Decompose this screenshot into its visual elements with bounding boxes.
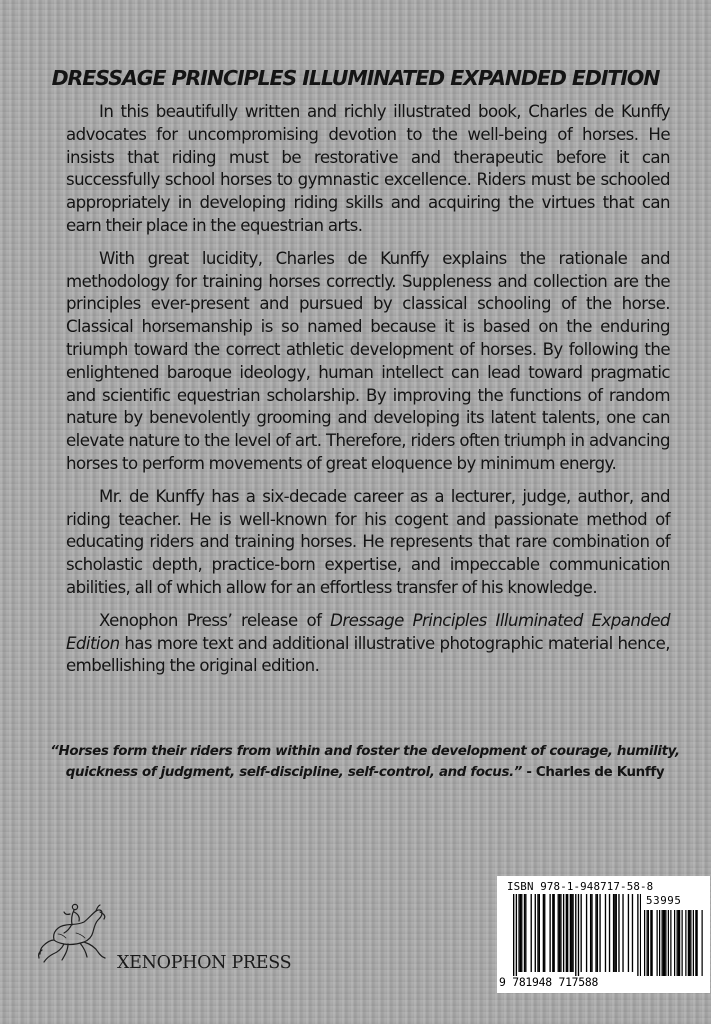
barcode-bar: [572, 894, 573, 972]
price-barcode-bar: [657, 910, 658, 976]
price-barcode-bar: [685, 910, 686, 976]
price-barcode-bar: [648, 910, 649, 976]
barcode-bar: [559, 894, 560, 972]
barcode-bar: [616, 894, 617, 972]
barcode-bar: [640, 894, 641, 976]
barcode-bar: [520, 894, 521, 972]
isbn-text: ISBN 978-1-948717-58-8: [507, 880, 654, 893]
price-barcode-bar: [695, 910, 696, 976]
barcode-bar: [599, 894, 600, 972]
price-barcode-bar: [688, 910, 689, 976]
price-barcode-bar: [652, 910, 653, 976]
price-barcode-bar: [665, 910, 666, 976]
barcode-bar: [570, 894, 571, 972]
price-barcode-bar: [682, 910, 683, 976]
price-barcode-bar: [670, 910, 671, 976]
barcode-bar: [531, 894, 532, 972]
price-barcode-bars: [642, 910, 704, 976]
barcode-bar: [609, 894, 610, 972]
price-barcode-bar: [689, 910, 690, 976]
barcode-bar: [595, 894, 596, 972]
paragraph-rest: has more text and additional illustrative photographic material hence, embellishing the original edition.: [66, 633, 670, 676]
barcode-bar: [563, 894, 564, 972]
price-barcode-bar: [690, 910, 691, 976]
barcode-bar: [558, 894, 559, 972]
book-title: DRESSAGE PRINCIPLES ILLUMINATED EXPANDED EDITION: [51, 66, 660, 90]
blurb-paragraph-1: In this beautifully written and richly illustrated book, Charles de Kunffy advocates for uncompromising devotion to the well-being of horses. He insists that riding must be restorative and therapeutic before it can successfully school horses to gymnastic excellence. Riders must be schooled appropriately in developing riding skills and acquiring the virtues that can earn their place in the equestrian arts.: [66, 102, 670, 235]
isbn-barcode: [497, 876, 710, 993]
barcode-bar: [575, 894, 576, 976]
barcode-bar: [539, 894, 540, 972]
barcode-bar: [552, 894, 553, 972]
barcode-bar: [566, 894, 567, 972]
price-barcode-bar: [678, 910, 679, 976]
price-barcode-bar: [693, 910, 694, 976]
barcode-bar: [618, 894, 619, 972]
barcode-bar: [571, 894, 572, 972]
blurb-paragraph-2: With great lucidity, Charles de Kunffy explains the rationale and methodology for training horses correctly. Suppleness and collection are the principles ever-present and pursued by classical schooling of the horse. Classical horsemanship is so named because it is based on the enduring triumph toward the correct athletic development of horses. By following the enlightened baroque ideology, human intellect can lead toward pragmatic and scientific equestrian scholarship. By improving the functions of random nature by benevolently grooming and developing its latent talents, one can elevate nature to the level of art. Therefore, riders often triumph in advancing horses to perform movements of great eloquence by minimum energy.: [66, 248, 670, 473]
price-barcode-bar: [664, 910, 665, 976]
barcode-bar: [518, 894, 519, 972]
barcode-bar: [622, 894, 623, 972]
book-title-italic: Dressage Principles Illuminated Expanded Edition: [66, 610, 670, 653]
barcode-bar: [516, 894, 517, 976]
barcode-bar: [637, 894, 638, 976]
publisher-name: XENOPHON PRESS: [117, 953, 292, 973]
quote-text: “Horses form their riders from within and foster the development of courage, humility, quickness of judgment, self-discipline, self-control, and focus.”: [50, 744, 680, 780]
barcode-bar: [614, 894, 615, 972]
price-barcode-bar: [668, 910, 669, 976]
price-barcode-bar: [650, 910, 651, 976]
price-barcode-bar: [702, 910, 703, 976]
barcode-bar: [535, 894, 536, 972]
price-barcode-bar: [677, 910, 678, 976]
price-barcode-bar: [679, 910, 680, 976]
author-quote: [50, 741, 680, 783]
barcode-bar: [521, 894, 522, 972]
barcode-bar: [586, 894, 587, 972]
barcode-bar: [590, 894, 591, 972]
blurb-paragraph-4: [66, 610, 670, 678]
barcode-bar: [543, 894, 544, 972]
barcode-bar: [537, 894, 538, 972]
barcode-bar: [525, 894, 526, 972]
ean-digits-text: 9 781948 717588: [499, 975, 599, 989]
barcode-bar: [597, 894, 598, 972]
barcode-bar: [513, 894, 514, 976]
price-barcode-bar: [697, 910, 698, 976]
barcode-bar: [554, 894, 555, 972]
price-barcode-bar: [659, 910, 660, 976]
blurb-paragraph-3: Mr. de Kunffy has a six-decade career as a lecturer, judge, author, and riding teacher. He is well-known for his cogent and passionate method of educating riders and training horses. He represents that rare combination of scholastic depth, practice-born expertise, and impeccable communication abilities, all of which allow for an effortless transfer of his knowledge.: [66, 486, 670, 597]
blurb: [66, 101, 670, 688]
barcode-bar: [581, 894, 582, 972]
barcode-bar: [632, 894, 633, 972]
barcode-bar: [578, 894, 579, 976]
price-barcode-bar: [644, 910, 645, 976]
horse-and-rider-icon: [34, 900, 114, 968]
price-code-text: 53995: [646, 894, 682, 907]
barcode-bar: [628, 894, 629, 972]
price-barcode-bar: [647, 910, 648, 976]
paragraph-lead: Xenophon Press’ release of: [99, 610, 331, 630]
barcode-bar: [549, 894, 550, 972]
barcode-bar: [613, 894, 614, 972]
price-barcode-bar: [662, 910, 663, 976]
barcode-bar: [567, 894, 568, 972]
price-barcode-bar: [674, 910, 675, 976]
barcode-bar: [560, 894, 561, 972]
barcode-bar: [591, 894, 592, 972]
quote-attribution: - Charles de Kunffy: [522, 765, 665, 780]
barcode-bar: [544, 894, 545, 972]
price-barcode-bar: [663, 910, 664, 976]
barcode-bar: [605, 894, 606, 972]
barcode-bar: [524, 894, 525, 972]
ean13-barcode-bars: [501, 894, 641, 976]
